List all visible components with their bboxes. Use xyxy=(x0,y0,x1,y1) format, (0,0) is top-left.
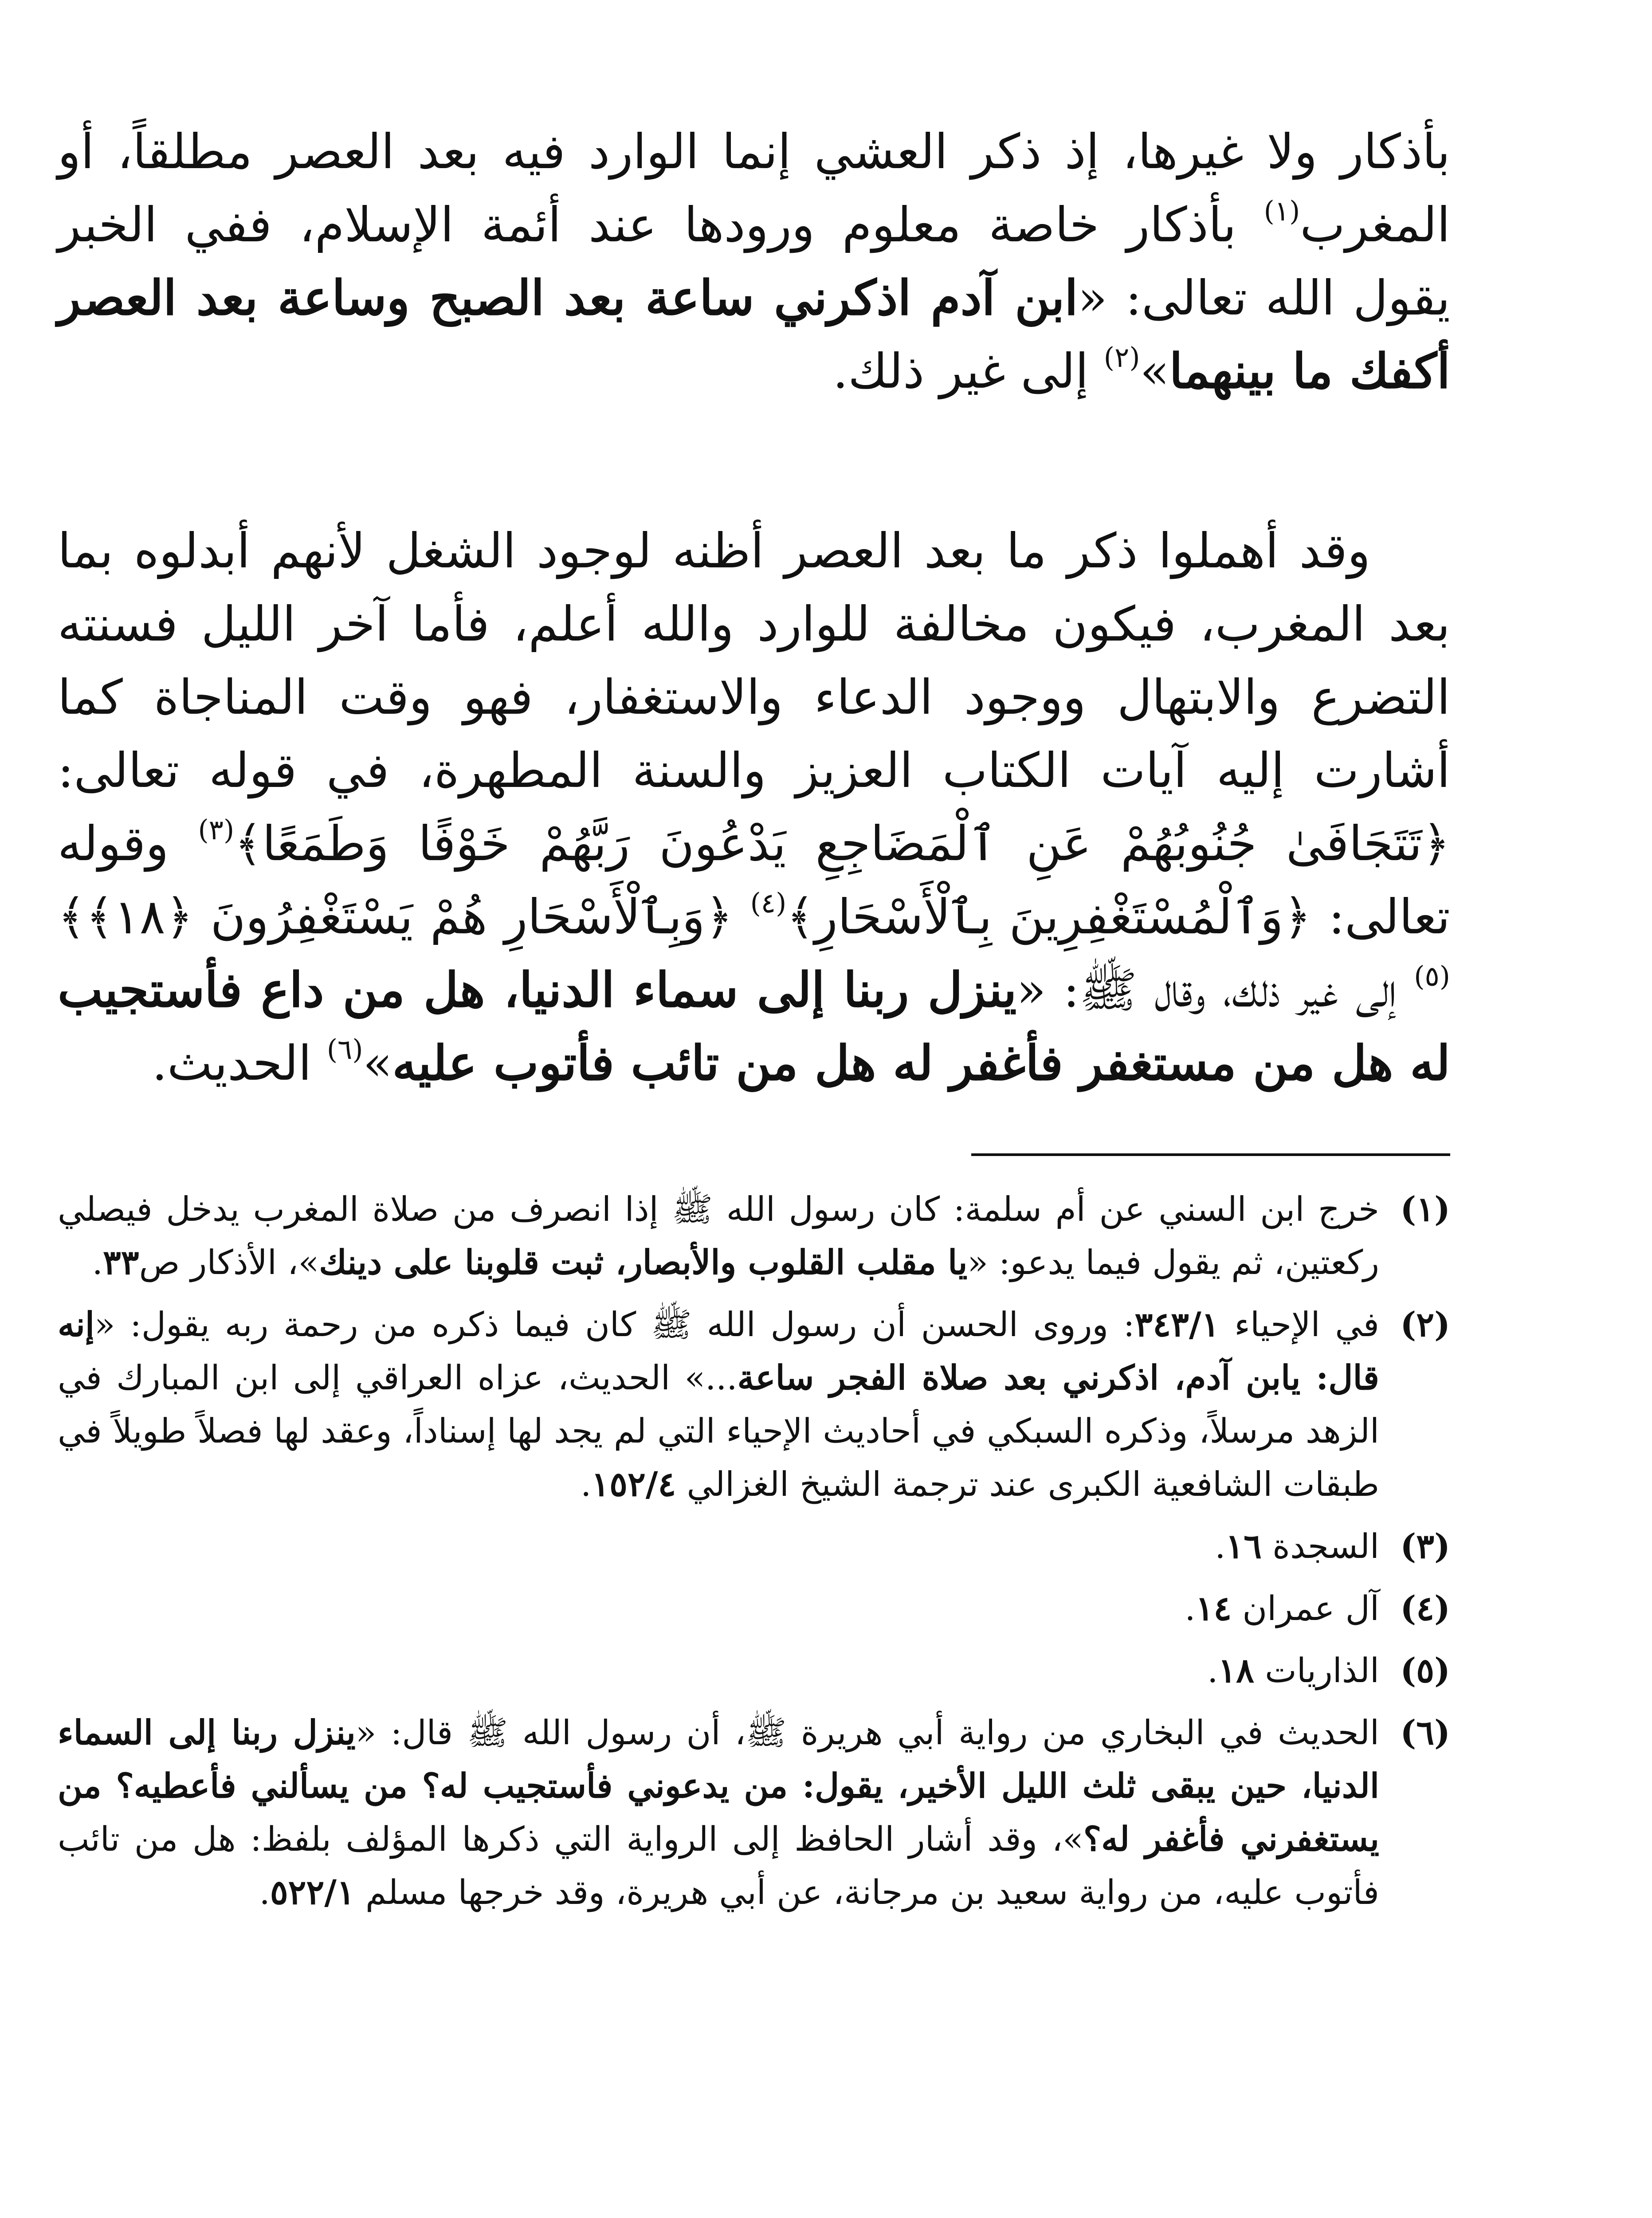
footnote-number: (١) xyxy=(1400,1189,1450,1229)
paragraph-text: بأذكار خاصة معلوم ورودها عند أئمة الإسلام، ففي الخبر يقول الله تعالى: « xyxy=(58,197,1450,326)
body-paragraph-2 xyxy=(58,515,1450,1100)
quran-verse: ﴿تَتَجَافَىٰ جُنُوبُهُمْ عَنِ ٱلْمَضَاجِعِ يَدْعُونَ رَبَّهُمْ خَوْفًا وَطَمَعًا﴾ xyxy=(234,816,1450,872)
footnote-6 xyxy=(58,1706,1450,1919)
footnote-divider xyxy=(971,1153,1450,1156)
footnote-number: (٢) xyxy=(1400,1305,1450,1344)
footnote-text: الحديث في البخاري من رواية أبي هريرة ﷺ، أن رسول الله ﷺ قال: «ينزل ربنا إلى السماء الدنيا، حين يبقى ثلث الليل الأخير، يقول: من يدعوني فأستجيب له؟ من يسألني فأعطيه؟ من يستغفرني فأغفر له؟»، وقد أشار الحافظ إلى الرواية التي ذكرها المؤلف بلفظ: هل من تائب فأتوب عليه، من رواية سعيد بن مرجانة، عن أبي هريرة، وقد خرجها مسلم ٥٢٢/١. xyxy=(58,1713,1380,1912)
footnote-2 xyxy=(58,1298,1450,1511)
paragraph-text: إلى غير ذلك، وقال ﷺ: « xyxy=(1016,963,1414,1018)
paragraph-text: وقد أهملوا ذكر ما بعد العصر أظنه لوجود الشغل لأنهم أبدلوه بما بعد المغرب، فيكون مخالفة للوارد والله أعلم، فأما آخر الليل فسنته التضرع والابتهال ووجود الدعاء والاستغفار، فهو وقت المناجاة كما أشارت إليه آيات الكتاب العزيز والسنة المطهرة، في قوله تعالى: xyxy=(58,523,1450,798)
footnote-number: (٦) xyxy=(1400,1713,1450,1752)
paragraph-text: » xyxy=(363,1036,392,1091)
paragraph-text: » xyxy=(1140,344,1169,399)
footnote-text: الذاريات ١٨. xyxy=(1207,1651,1379,1690)
footnote-3 xyxy=(58,1520,1450,1573)
footnote-4 xyxy=(58,1582,1450,1635)
paragraph-text xyxy=(733,889,750,945)
footnote-ref-5[interactable]: (٥) xyxy=(1414,960,1450,992)
footnote-ref-1[interactable]: (١) xyxy=(1264,195,1300,227)
footnote-1 xyxy=(58,1183,1450,1289)
footnote-ref-3[interactable]: (٣) xyxy=(198,814,235,846)
footnote-text: في الإحياء ٣٤٣/١: وروى الحسن أن رسول الله ﷺ كان فيما ذكره من رحمة ربه يقول: «إنه قال: يابن آدم، اذكرني بعد صلاة الفجر ساعة...» الحديث، عزاه العراقي إلى ابن المبارك في الزهد مرسلاً، وذكره السبكي في أحاديث الإحياء التي لم يجد لها إسناداً، وعقد لها فصلاً طويلاً في طبقات الشافعية الكبرى عند ترجمة الشيخ الغزالي ١٥٢/٤. xyxy=(58,1305,1379,1504)
footnote-ref-4[interactable]: (٤) xyxy=(750,887,787,919)
paragraph-text: بأذكار ولا غيرها، إذ ذكر العشي إنما الوارد فيه بعد العصر مطلقاً، أو المغرب xyxy=(58,124,1450,253)
quran-verse: ﴿وَٱلْمُسْتَغْفِرِينَ بِٱلْأَسْحَارِ﴾ xyxy=(786,889,1311,945)
footnote-number: (٣) xyxy=(1400,1526,1450,1566)
paragraph-text: إلى غير ذلك. xyxy=(832,344,1104,399)
footnote-text: خرج ابن السني عن أم سلمة: كان رسول الله ﷺ إذا انصرف من صلاة المغرب يدخل فيصلي ركعتين، ثم يقول فيما يدعو: «يا مقلب القلوب والأبصار، ثبت قلوبنا على دينك»، الأذكار ص٣٣. xyxy=(58,1189,1379,1282)
paragraph-text: وقوله تعالى: xyxy=(58,816,1450,945)
footnotes-list xyxy=(58,1183,1450,1919)
footnote-number: (٥) xyxy=(1400,1651,1450,1690)
footnote-ref-2[interactable]: (٢) xyxy=(1103,341,1140,374)
hadith-quote: ابن آدم اذكرني ساعة بعد الصبح وساعة بعد العصر أكفك ما بينهما xyxy=(58,270,1450,399)
footnote-number: (٤) xyxy=(1400,1589,1450,1628)
footnote-5 xyxy=(58,1644,1450,1697)
body-paragraph-1 xyxy=(58,115,1450,408)
footnote-ref-6[interactable]: (٦) xyxy=(326,1033,363,1066)
hadith-quote: ينزل ربنا إلى سماء الدنيا، هل من داع فأستجيب له هل من مستغفر فأغفر له هل من تائب فأتوب عليه xyxy=(58,962,1450,1091)
page-content xyxy=(58,115,1450,1928)
footnote-text: آل عمران ١٤. xyxy=(1185,1589,1379,1628)
paragraph-text: الحديث. xyxy=(152,1036,327,1091)
footnote-text: السجدة ١٦. xyxy=(1215,1526,1379,1566)
quran-verse: ﴿وَبِٱلْأَسْحَارِ هُمْ يَسْتَغْفِرُونَ ﴿١٨﴾﴾ xyxy=(58,889,733,945)
